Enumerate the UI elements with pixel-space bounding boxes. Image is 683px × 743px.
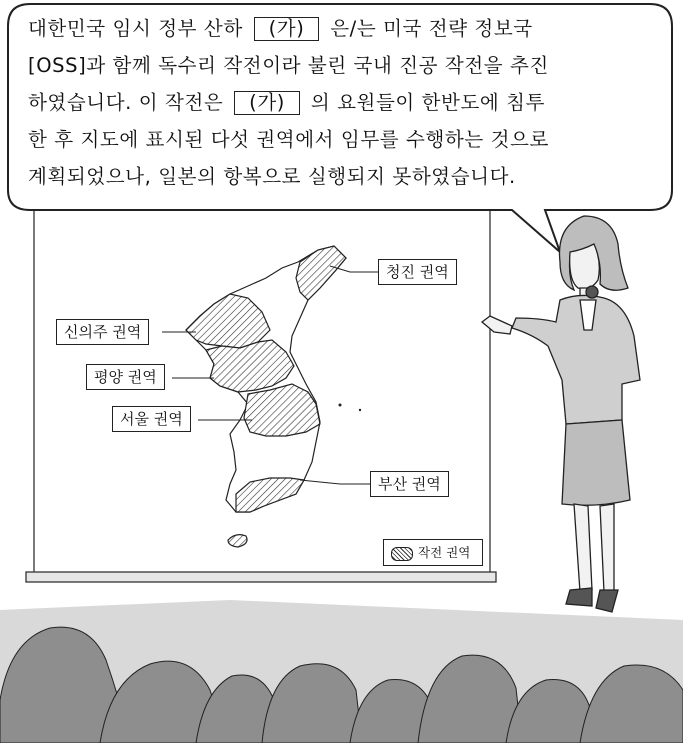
label-pyongyang: 평양 권역 bbox=[86, 364, 165, 390]
speech-line-4 bbox=[28, 121, 658, 158]
answer-blank-1: (가) bbox=[254, 17, 320, 41]
speech-line-5 bbox=[28, 158, 658, 195]
presenter-figure bbox=[482, 216, 640, 612]
microphone-icon bbox=[586, 286, 598, 298]
speech-line-5-text: 계획되었으나, 일본의 항복으로 실행되지 못하였습니다. bbox=[28, 165, 516, 188]
speech-line-1-part-1: 대한민국 임시 정부 산하 bbox=[28, 17, 243, 40]
speech-line-2 bbox=[28, 47, 658, 84]
legend-label: 작전 권역 bbox=[418, 545, 471, 560]
presenter-legs bbox=[574, 504, 614, 592]
audience-silhouettes bbox=[0, 600, 683, 743]
speech-line-3-part-1: 하였습니다. 이 작전은 bbox=[28, 91, 224, 114]
speech-line-3-part-2: 의 요원들이 한반도에 침투 bbox=[310, 91, 546, 114]
label-sinuiju: 신의주 권역 bbox=[56, 319, 149, 345]
presenter-skirt bbox=[562, 420, 630, 505]
label-busan: 부산 권역 bbox=[370, 471, 449, 497]
label-cheongjin: 청진 권역 bbox=[378, 259, 457, 285]
speech-line-4-text: 한 후 지도에 표시된 다섯 권역에서 임무를 수행하는 것으로 bbox=[28, 128, 549, 151]
hatch-swatch bbox=[391, 547, 413, 561]
speech-line-2-text: [OSS]과 함께 독수리 작전이라 불린 국내 진공 작전을 추진 bbox=[28, 54, 549, 77]
speech-line-1-part-2: 은/는 미국 전략 정보국 bbox=[330, 17, 533, 40]
presenter-shoes bbox=[566, 588, 618, 612]
speech-line-3 bbox=[28, 84, 658, 121]
speech-text bbox=[28, 10, 658, 195]
presenter-face bbox=[570, 244, 600, 289]
label-seoul: 서울 권역 bbox=[112, 406, 191, 432]
presenter-jacket bbox=[512, 295, 640, 424]
answer-blank-2: (가) bbox=[234, 91, 300, 115]
speech-line-1 bbox=[28, 10, 658, 47]
map-legend bbox=[383, 539, 483, 566]
